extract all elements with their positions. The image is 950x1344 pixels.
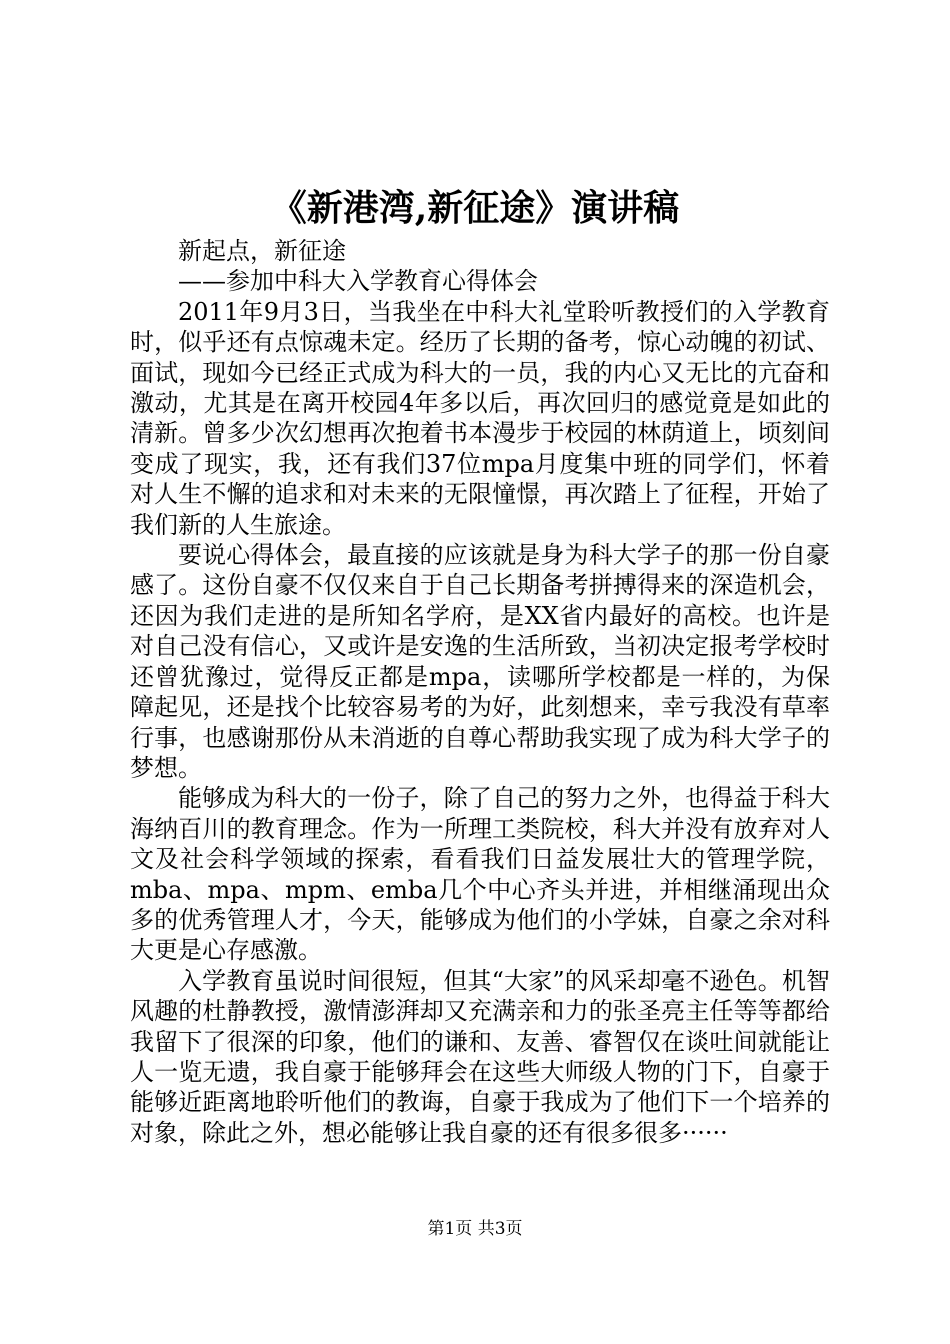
document-title: 《新港湾,新征途》演讲稿 <box>270 187 680 229</box>
paragraph: 入学教育虽说时间很短，但其“大家”的风采却毫不逊色。机智风趣的杜静教授，激情澎湃却又充满亲和力的张圣亮主任等等都给我留下了很深的印象，他们的谦和、友善、睿智仅在谈吐间就能让人一览无遗，我自豪于能够拜会在这些大师级人物的门下，自豪于能够近距离地聆听他们的教诲，自豪于我成为了他们下一个培养的对象，除此之外，想必能够让我自豪的还有很多很多······ <box>130 966 830 1147</box>
page-number-footer: 第1页 共3页 <box>427 1219 523 1239</box>
paragraph: 2011年9月3日，当我坐在中科大礼堂聆听教授们的入学教育时，似乎还有点惊魂未定。经历了长期的备考，惊心动魄的初试、面试，现如今已经正式成为科大的一员，我的内心又无比的亢奋和激动，尤其是在离开校园4年多以后，再次回归的感觉竟是如此的清新。曾多少次幻想再次抱着书本漫步于校园的林荫道上，顷刻间变成了现实，我，还有我们37位mpa月度集中班的同学们，怀着对人生不懈的追求和对未来的无限憧憬，再次踏上了征程，开始了我们新的人生旅途。 <box>130 297 830 539</box>
document-body <box>130 236 830 1148</box>
document-subtitle: 新起点，新征途 <box>178 237 346 265</box>
paragraph: 能够成为科大的一份子，除了自己的努力之外，也得益于科大海纳百川的教育理念。作为一所理工类院校，科大并没有放弃对人文及社会科学领域的探索，看看我们日益发展壮大的管理学院，mba、mpa、mpm、emba几个中心齐头并进，并相继涌现出众多的优秀管理人才，今天，能够成为他们的小学妹，自豪之余对科大更是心存感激。 <box>130 784 830 965</box>
document-byline: ——参加中科大入学教育心得体会 <box>178 267 538 296</box>
paragraph: 要说心得体会，最直接的应该就是身为科大学子的那一份自豪感了。这份自豪不仅仅来自于自己长期备考拼搏得来的深造机会，还因为我们走进的是所知名学府，是XX省内最好的高校。也许是对自己没有信心，又或许是安逸的生活所致，当初决定报考学校时还曾犹豫过，觉得反正都是mpa，读哪所学校都是一样的，为保障起见，还是找个比较容易考的为好，此刻想来，幸亏我没有草率行事，也感谢那份从未消逝的自尊心帮助我实现了成为科大学子的梦想。 <box>130 541 830 782</box>
